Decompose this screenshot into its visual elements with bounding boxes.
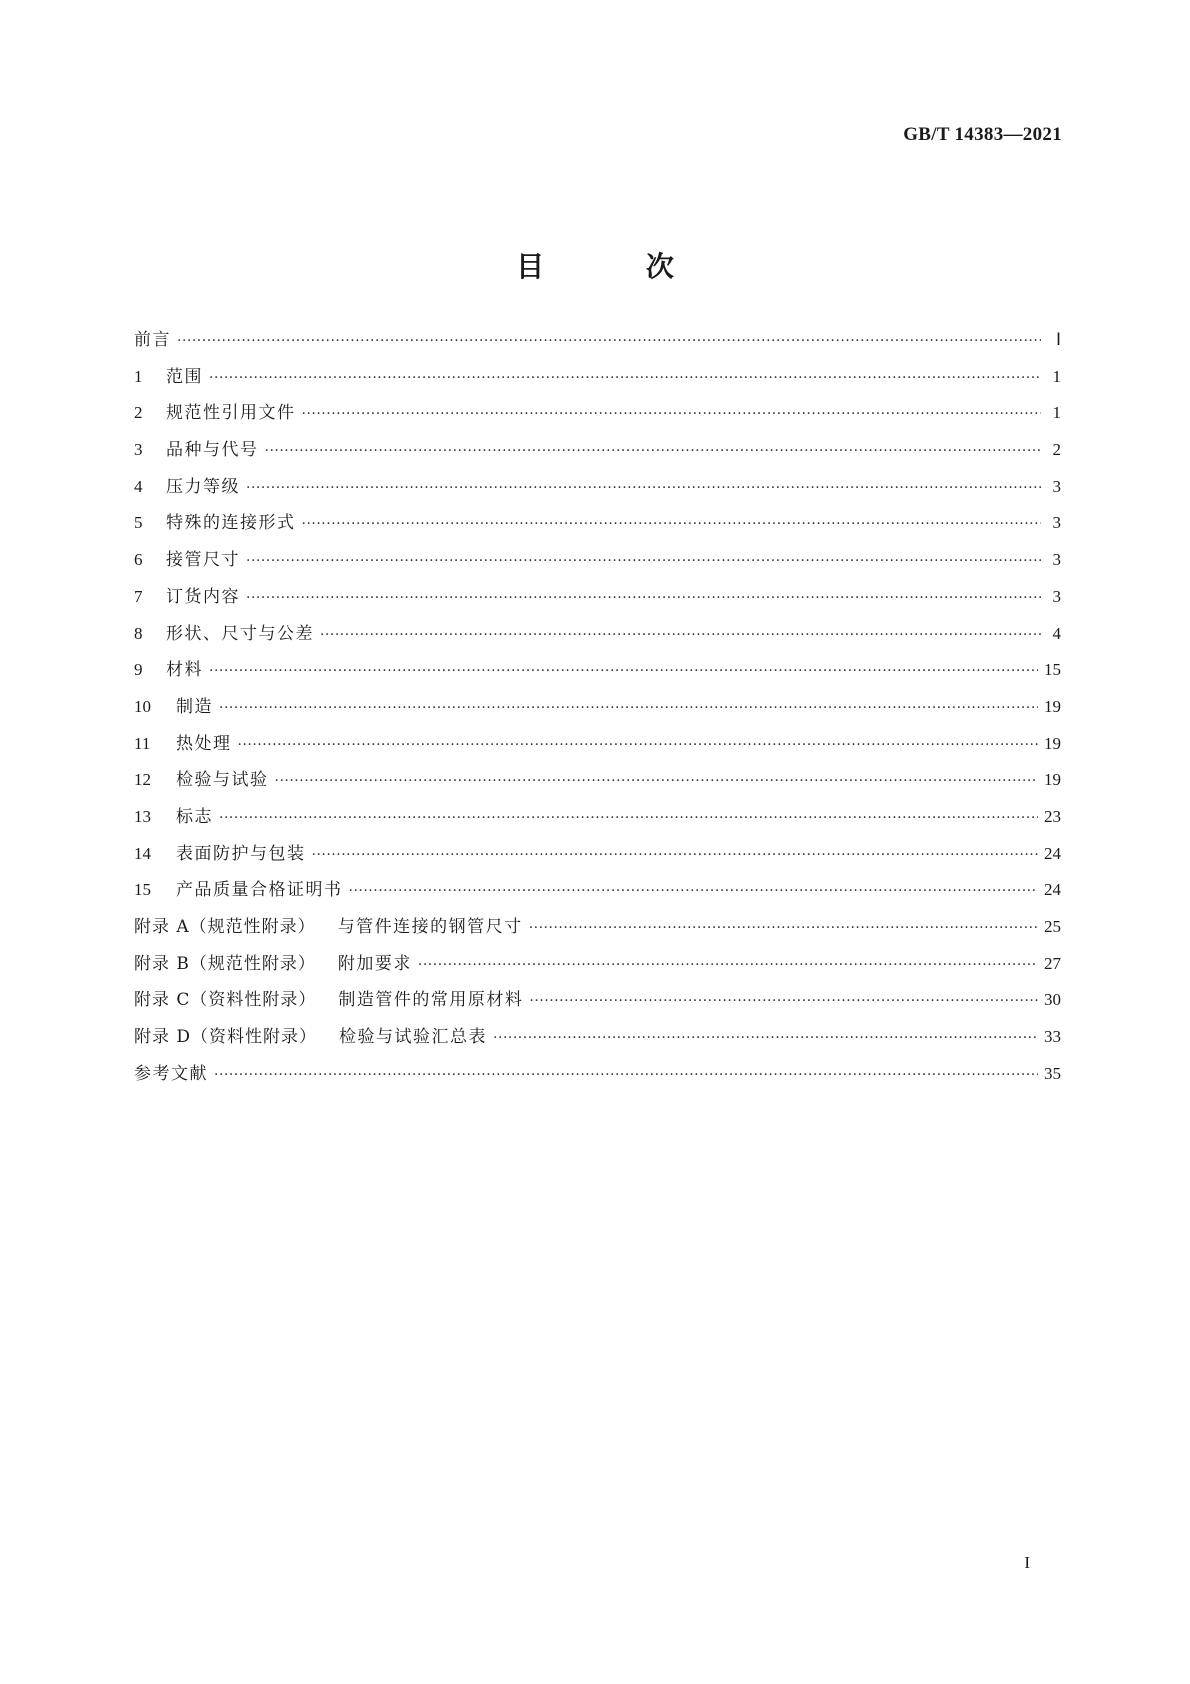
dot-leader: [418, 957, 1038, 973]
toc-entry-text: 表面防护与包装: [176, 843, 306, 864]
toc-entry-text: 订货内容: [166, 586, 240, 607]
toc-entry-number: 6: [134, 550, 143, 570]
standard-code: GB/T 14383—2021: [903, 124, 1062, 145]
toc-entry-number: 15: [134, 880, 151, 900]
toc-page-ref: 24: [1044, 880, 1061, 900]
dot-leader: [275, 773, 1039, 789]
footer-page-number: I: [1024, 1553, 1030, 1572]
toc-entry-9[interactable]: [134, 655, 1061, 692]
toc-entry-text: 规范性引用文件: [166, 403, 296, 424]
toc-page-ref: 1: [1052, 403, 1061, 423]
toc-entry-14[interactable]: [134, 839, 1061, 876]
toc-page-ref: 33: [1044, 1027, 1061, 1047]
toc-entry-foreword[interactable]: [134, 325, 1061, 362]
dot-leader: [529, 920, 1038, 936]
toc-entry-number: 8: [134, 623, 143, 643]
toc-entry-4[interactable]: [134, 472, 1061, 509]
toc-entry-number: 2: [134, 403, 143, 423]
toc-entry-7[interactable]: [134, 582, 1061, 619]
toc-entry-number: 12: [134, 770, 151, 790]
toc-entry-text: 制造管件的常用原材料: [338, 990, 524, 1011]
toc-entry-text: 接管尺寸: [166, 550, 240, 571]
toc-entry-8[interactable]: [134, 619, 1061, 656]
page-title: 目 次: [516, 249, 720, 283]
toc-entry-text: 前言: [134, 330, 171, 350]
toc-entry-text: 范围: [166, 366, 203, 387]
toc-entry-2[interactable]: [134, 398, 1061, 435]
toc-page-ref: 19: [1044, 733, 1061, 753]
toc-entry-number: 9: [134, 660, 143, 680]
annex-label: 附录 A（规范性附录）: [134, 917, 316, 937]
dot-leader: [302, 406, 1042, 422]
toc-page-ref: 19: [1044, 770, 1061, 790]
toc-page-ref: 24: [1044, 843, 1061, 863]
toc-entry-5[interactable]: [134, 508, 1061, 545]
toc-entry-text: 特殊的连接形式: [166, 513, 296, 534]
toc-entry-13[interactable]: [134, 802, 1061, 839]
dot-leader: [246, 480, 1041, 496]
dot-leader: [219, 700, 1038, 716]
toc-entry-6[interactable]: [134, 545, 1061, 582]
toc-entry-number: 14: [134, 843, 151, 863]
toc-entry-15[interactable]: [134, 875, 1061, 912]
toc-page-ref: 30: [1044, 990, 1061, 1010]
toc-page-ref: 1: [1052, 366, 1061, 386]
dot-leader: [238, 737, 1039, 753]
dot-leader: [246, 590, 1041, 606]
dot-leader: [320, 627, 1041, 643]
dot-leader: [209, 663, 1038, 679]
toc-page-ref: Ⅰ: [1055, 330, 1061, 349]
dot-leader: [246, 553, 1041, 569]
toc-entry-number: 13: [134, 806, 151, 826]
toc-entry-text: 检验与试验汇总表: [339, 1027, 488, 1048]
toc-entry-annex-c[interactable]: [134, 985, 1061, 1022]
toc-page-ref: 35: [1044, 1063, 1061, 1083]
toc-entry-text: 热处理: [176, 733, 232, 754]
toc-page-ref: 4: [1052, 623, 1061, 643]
toc-entry-number: 10: [134, 696, 151, 716]
toc-entry-3[interactable]: [134, 435, 1061, 472]
dot-leader: [214, 1067, 1038, 1083]
toc-entry-bibliography[interactable]: [134, 1059, 1061, 1096]
toc-entry-1[interactable]: [134, 362, 1061, 399]
toc-entry-number: 5: [134, 513, 143, 533]
toc-entry-number: 4: [134, 476, 143, 496]
dot-leader: [493, 1030, 1038, 1046]
toc-entry-text: 品种与代号: [166, 440, 259, 461]
toc-entry-text: 检验与试验: [176, 770, 269, 791]
toc-page-ref: 23: [1044, 806, 1061, 826]
toc-entry-annex-b[interactable]: [134, 949, 1061, 986]
toc-entry-annex-d[interactable]: [134, 1022, 1061, 1059]
toc-entry-text: 压力等级: [166, 476, 240, 497]
dot-leader: [265, 443, 1042, 459]
toc-entry-text: 材料: [166, 660, 203, 681]
toc-entry-number: 7: [134, 586, 143, 606]
toc-entry-text: 附加要求: [337, 953, 412, 974]
toc-entry-number: 1: [134, 366, 143, 386]
dot-leader: [302, 516, 1042, 532]
toc-entry-12[interactable]: [134, 765, 1061, 802]
toc-page-ref: 3: [1052, 476, 1061, 496]
toc-entry-annex-a[interactable]: [134, 912, 1061, 949]
toc-page-ref: 27: [1044, 953, 1061, 973]
toc-entry-text: 与管件连接的钢管尺寸: [337, 917, 523, 937]
toc-entry-text: 制造: [176, 696, 213, 717]
dot-leader: [529, 993, 1038, 1009]
toc-page-ref: 3: [1052, 513, 1061, 533]
toc-entry-text: 产品质量合格证明书: [176, 880, 343, 901]
toc-entry-10[interactable]: [134, 692, 1061, 729]
toc-page-ref: 15: [1044, 660, 1061, 680]
toc-entry-text: 形状、尺寸与公差: [166, 623, 314, 644]
toc-entry-text: 参考文献: [134, 1063, 208, 1084]
dot-leader: [312, 847, 1039, 863]
dot-leader: [219, 810, 1038, 826]
dot-leader: [209, 370, 1041, 386]
toc-page-ref: 3: [1052, 550, 1061, 570]
toc-page-ref: 25: [1044, 917, 1061, 936]
toc-entry-11[interactable]: [134, 729, 1061, 766]
toc-entry-number: 3: [134, 440, 143, 460]
toc-page-ref: 2: [1052, 440, 1061, 460]
toc-page-ref: 3: [1052, 586, 1061, 606]
dot-leader: [349, 883, 1039, 899]
toc-entry-text: 标志: [176, 806, 213, 827]
annex-label: 附录 B（规范性附录）: [134, 953, 316, 974]
annex-label: 附录 D（资料性附录）: [134, 1027, 318, 1048]
table-of-contents: [134, 325, 1061, 1095]
toc-page-ref: 19: [1044, 696, 1061, 716]
annex-label: 附录 C（资料性附录）: [134, 990, 317, 1011]
dot-leader: [177, 333, 1041, 349]
toc-entry-number: 11: [134, 733, 151, 753]
